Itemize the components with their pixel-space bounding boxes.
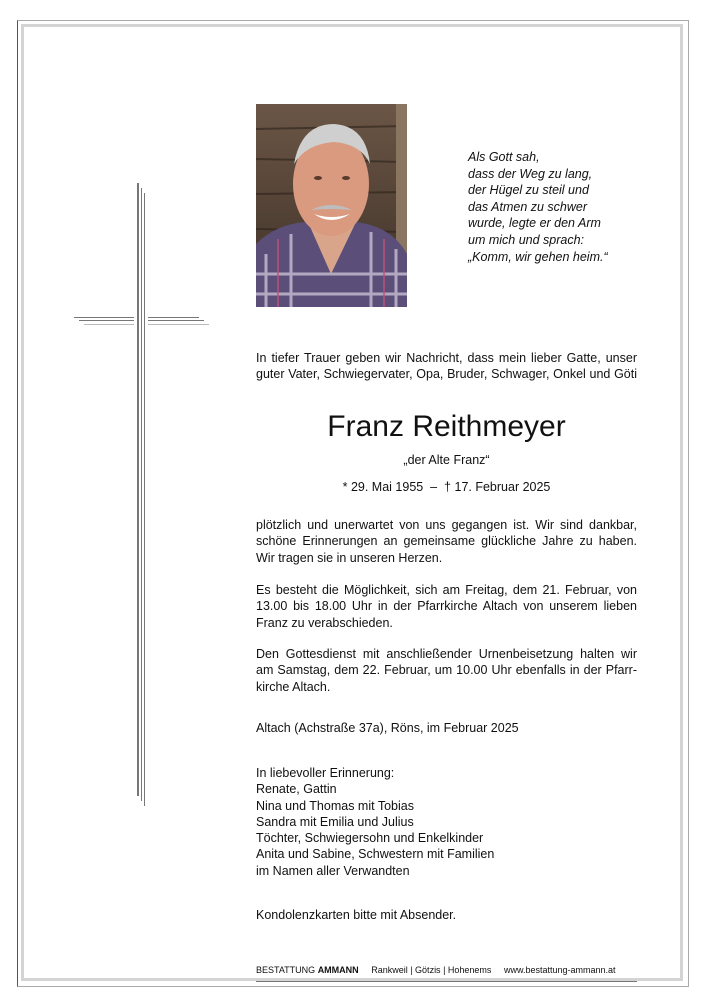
text-line: plötzlich und unerwartet von uns gegangen ist. Wir sind dankbar, [256,518,637,532]
mourner-line: Nina und Thomas mit Tobias [256,798,414,813]
life-dates: * 29. Mai 1955 – † 17. Februar 2025 [342,480,551,494]
mourner-line: In liebevoller Erinnerung: [256,766,395,780]
deceased-name: Franz Reithmeyer [327,410,566,443]
text-line: Es besteht die Möglichkeit, sich am Freitag, dem 21. Februar, von [256,583,637,597]
mourner-line: im Namen aller Verwandten [256,863,410,878]
brand-light: BESTATTUNG [256,965,316,975]
mourner-line: Töchter, Schwiegersohn und Enkelkinder [256,831,484,846]
text-line: Wir tragen sie in unseren Herzen. [256,550,443,565]
poem-line: „Komm, wir gehen heim.“ [468,249,608,264]
paragraph [256,582,637,631]
poem-line: dass der Weg zu lang, [468,166,593,181]
footer-divider [256,981,637,982]
poem-line: das Atmen zu schwer [468,199,588,214]
brand-bold: AMMANN [317,965,359,975]
place-date: Altach (Achstraße 37a), Röns, im Februar 2025 [256,721,519,735]
text-line: guter Vater, Schwiegervater, Opa, Bruder, Schwager, Onkel und Göti [256,367,637,382]
footer-locations: Rankweil | Götzis | Hohenems [371,965,492,975]
intro-text [256,350,637,383]
footer-website[interactable]: www.bestattung-ammann.at [503,965,616,975]
text-line: am Samstag, dem 22. Februar, um 10.00 Uhr ebenfalls in der Pfarr- [256,663,637,678]
text-line: Franz zu verabschieden. [256,615,393,630]
text-line: 13.00 bis 18.00 Uhr in der Pfarrkirche Altach von unserem lieben [256,599,637,614]
nickname: „der Alte Franz“ [403,453,490,467]
condolence-note: Kondolenzkarten bitte mit Absender. [256,908,457,922]
poem-line: der Hügel zu steil und [468,183,589,198]
mourners-list [256,765,637,879]
poem-line: um mich und sprach: [468,232,585,247]
paragraph [256,517,637,566]
text-line: In tiefer Trauer geben wir Nachricht, dass mein lieber Gatte, unser [256,351,637,365]
mourner-line: Anita und Sabine, Schwestern mit Familien [256,847,495,862]
mourner-line: Renate, Gattin [256,782,337,797]
portrait-photo [256,104,407,307]
poem [468,149,608,265]
mourner-line: Sandra mit Emilia und Julius [256,814,414,829]
footer-brand [256,965,359,975]
poem-line: Als Gott sah, [468,150,540,164]
footer [256,965,616,975]
text-line: schöne Erinnerungen an gemeinsame glückliche Jahre zu haben. [256,534,637,549]
poem-line: wurde, legte er den Arm [468,216,601,231]
text-line: kirche Altach. [256,679,331,694]
text-line: Den Gottesdienst mit anschließender Urnenbeisetzung halten wir [256,647,637,661]
paragraph [256,646,637,695]
